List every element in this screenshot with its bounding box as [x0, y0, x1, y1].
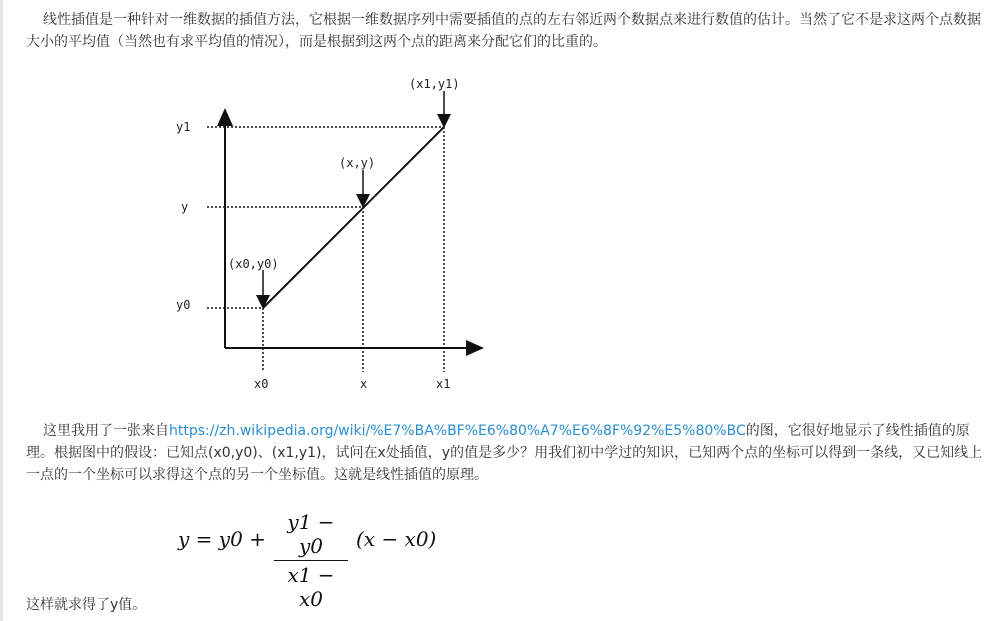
conclusion-text: 这样就求得了y值。	[26, 597, 147, 613]
label-point-x1y1: (x1,y1)	[409, 77, 460, 91]
label-x: x	[360, 377, 368, 391]
interpolation-line	[263, 127, 444, 308]
explanation-before-link: 这里我用了一张来自	[43, 423, 169, 439]
x-axis-arrow-icon	[466, 340, 484, 356]
label-y0: y0	[176, 298, 191, 312]
conclusion-paragraph	[26, 594, 426, 616]
pointer-xy-arrow-icon	[356, 194, 370, 208]
label-x1: x1	[436, 377, 451, 391]
label-point-x0y0: (x0,y0)	[228, 257, 279, 271]
formula-lhs: y = y0 +	[178, 527, 266, 551]
formula-numerator: y1 − y0	[287, 510, 335, 558]
formula-rhs: (x − x0)	[356, 527, 437, 551]
y-axis-arrow-icon	[217, 108, 233, 126]
label-point-xy: (x,y)	[339, 156, 376, 170]
label-x0: x0	[254, 377, 269, 391]
pointer-x1y1-arrow-icon	[437, 114, 451, 128]
intro-text: 线性插值是一种针对一维数据的插值方法，它根据一维数据序列中需要插值的点的左右邻近两个数据点来进行数值的估计。当然了它不是求这两个点数据大小的平均值（当然也有求平均值的情况），而是根据到这两个点的距离来分配它们的比重的。	[26, 12, 981, 50]
formula-fraction-bar	[274, 560, 348, 561]
explanation-paragraph	[26, 420, 988, 486]
label-y1: y1	[176, 120, 191, 134]
formula-denominator: x1 − x0	[287, 563, 335, 611]
interpolation-formula	[178, 510, 478, 611]
explanation-after-link: 的图，它很好地显示了线性插值的原理。根据图中的假设：已知点(x0,y0)、(x1,y1)，试问在x处插值，y的值是多少？用我们初中学过的知识，已知两个点的坐标可以得到一条线，又已知线上一点的一个坐标可以求得这个点的另一个坐标值。这就是线性插值的原理。	[26, 423, 983, 483]
wikipedia-link[interactable]: https://zh.wikipedia.org/wiki/%E7%BA%BF%E6%80%A7%E6%8F%92%E5%80%BC	[169, 423, 746, 439]
label-y: y	[181, 200, 189, 214]
